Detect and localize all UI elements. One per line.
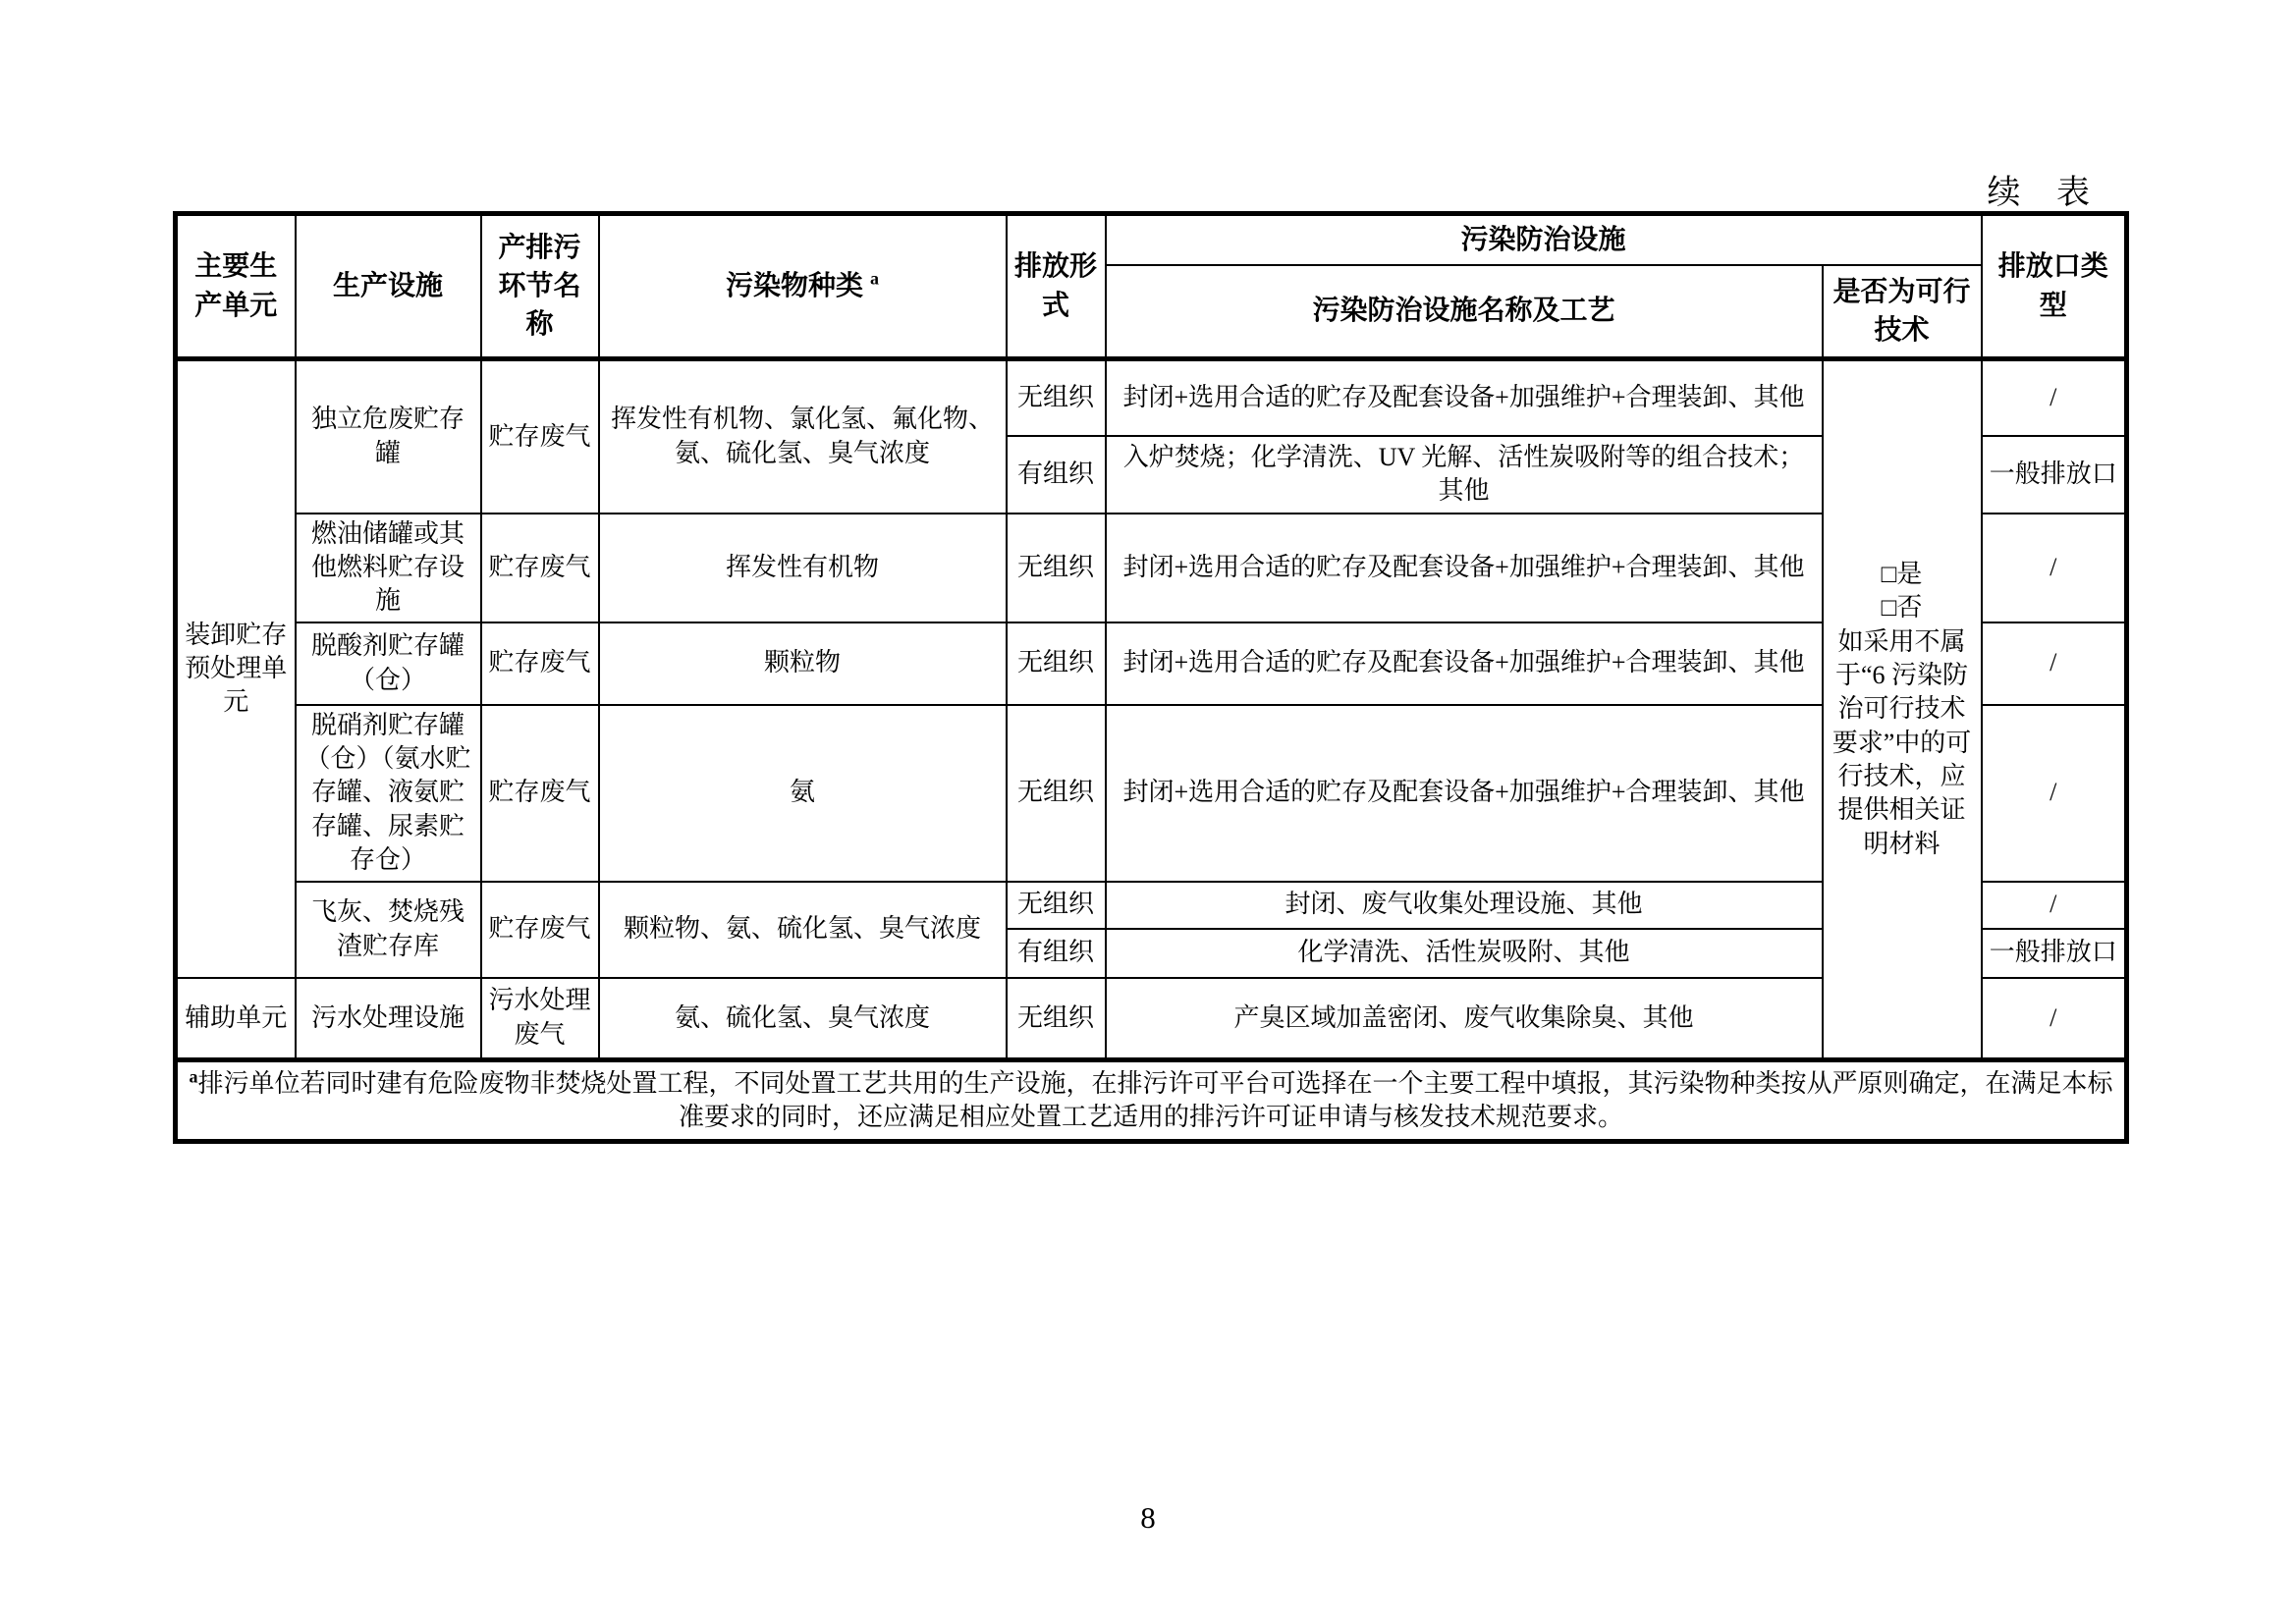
cell-pollutants-r5: 颗粒物、氨、硫化氢、臭气浓度: [599, 882, 1007, 978]
cell-pollutants-r3: 颗粒物: [599, 622, 1007, 705]
cell-outlet-r2: /: [1982, 514, 2127, 622]
cell-outlet-r3: /: [1982, 622, 2127, 705]
cell-control-r5a: 封闭、废气收集处理设施、其他: [1106, 882, 1823, 929]
header-pollutant-footnote-mark: a: [870, 268, 879, 289]
cell-link-r6: 污水处理废气: [481, 978, 599, 1060]
footnote-mark: a: [189, 1066, 198, 1087]
cell-unit-auxiliary: 辅助单元: [176, 978, 296, 1060]
cell-form-r6: 无组织: [1007, 978, 1106, 1060]
header-link-name: 产排污环节名称: [481, 214, 599, 359]
cell-outlet-r1b: 一般排放口: [1982, 436, 2127, 514]
cell-outlet-r4: /: [1982, 705, 2127, 882]
table-row: [176, 359, 2127, 436]
header-control-group: 污染防治设施: [1106, 214, 1982, 265]
cell-pollutants-r2: 挥发性有机物: [599, 514, 1007, 622]
cell-link-r5: 贮存废气: [481, 882, 599, 978]
cell-form-r1b: 有组织: [1007, 436, 1106, 514]
cell-form-r5a: 无组织: [1007, 882, 1106, 929]
cell-link-r4: 贮存废气: [481, 705, 599, 882]
feasible-note: 如采用不属于“6 污染防治可行技术要求”中的可行技术，应提供相关证明材料: [1831, 626, 1972, 858]
header-facility: 生产设施: [296, 214, 481, 359]
cell-control-r5b: 化学清洗、活性炭吸附、其他: [1106, 929, 1823, 978]
cell-form-r1a: 无组织: [1007, 359, 1106, 436]
cell-pollutants-r4: 氨: [599, 705, 1007, 882]
cell-facility-r5: 飞灰、焚烧残渣贮存库: [296, 882, 481, 978]
cell-control-r6: 产臭区域加盖密闭、废气收集除臭、其他: [1106, 978, 1823, 1060]
feasible-no-checkbox: □否: [1881, 593, 1923, 622]
cell-link-r2: 贮存废气: [481, 514, 599, 622]
cell-facility-r3: 脱酸剂贮存罐（仓）: [296, 622, 481, 705]
continued-table-label: 续 表: [1987, 175, 2104, 211]
feasible-yes-checkbox: □是: [1881, 560, 1923, 589]
cell-form-r2: 无组织: [1007, 514, 1106, 622]
cell-outlet-r6: /: [1982, 978, 2127, 1060]
cell-control-r1b: 入炉焚烧；化学清洗、UV 光解、活性炭吸附等的组合技术；其他: [1106, 436, 1823, 514]
page-number: 8: [1140, 1500, 1156, 1535]
footnote-text: 排污单位若同时建有危险废物非焚烧处置工程，不同处置工艺共用的生产设施，在排污许可平台可选择在一个主要工程中填报，其污染物种类按从严原则确定，在满足本标准要求的同时，还应满足相应处置工艺适用的排污许可证申请与核发技术规范要求。: [197, 1068, 2113, 1131]
header-pollutant-types: [599, 214, 1007, 359]
header-main-unit: 主要生产单元: [176, 214, 296, 359]
cell-pollutants-r1: 挥发性有机物、氯化氢、氟化物、氨、硫化氢、臭气浓度: [599, 359, 1007, 514]
cell-form-r5b: 有组织: [1007, 929, 1106, 978]
header-discharge-form: 排放形式: [1007, 214, 1106, 359]
cell-facility-r6: 污水处理设施: [296, 978, 481, 1060]
cell-link-r3: 贮存废气: [481, 622, 599, 705]
cell-pollutants-r6: 氨、硫化氢、臭气浓度: [599, 978, 1007, 1060]
cell-form-r4: 无组织: [1007, 705, 1106, 882]
cell-feasible-tech: [1823, 359, 1982, 1060]
cell-control-r2: 封闭+选用合适的贮存及配套设备+加强维护+合理装卸、其他: [1106, 514, 1823, 622]
cell-outlet-r5b: 一般排放口: [1982, 929, 2127, 978]
cell-control-r3: 封闭+选用合适的贮存及配套设备+加强维护+合理装卸、其他: [1106, 622, 1823, 705]
header-outlet-type: 排放口类型: [1982, 214, 2127, 359]
header-pollutant-types-text: 污染物种类: [725, 270, 863, 301]
cell-facility-r1: 独立危废贮存罐: [296, 359, 481, 514]
cell-control-r1a: 封闭+选用合适的贮存及配套设备+加强维护+合理装卸、其他: [1106, 359, 1823, 436]
cell-unit-loading-storage: 装卸贮存预处理单元: [176, 359, 296, 978]
table-footnote: [176, 1060, 2127, 1142]
cell-facility-r2: 燃油储罐或其他燃料贮存设施: [296, 514, 481, 622]
cell-facility-r4: 脱硝剂贮存罐（仓）（氨水贮存罐、液氨贮存罐、尿素贮存仓）: [296, 705, 481, 882]
table-row: [176, 1060, 2127, 1142]
cell-outlet-r5a: /: [1982, 882, 2127, 929]
cell-link-r1: 贮存废气: [481, 359, 599, 514]
cell-control-r4: 封闭+选用合适的贮存及配套设备+加强维护+合理装卸、其他: [1106, 705, 1823, 882]
cell-outlet-r1a: /: [1982, 359, 2127, 436]
header-control-name: 污染防治设施名称及工艺: [1106, 265, 1823, 359]
cell-form-r3: 无组织: [1007, 622, 1106, 705]
header-feasible-tech: 是否为可行技术: [1823, 265, 1982, 359]
pollution-control-table: [173, 211, 2129, 1144]
